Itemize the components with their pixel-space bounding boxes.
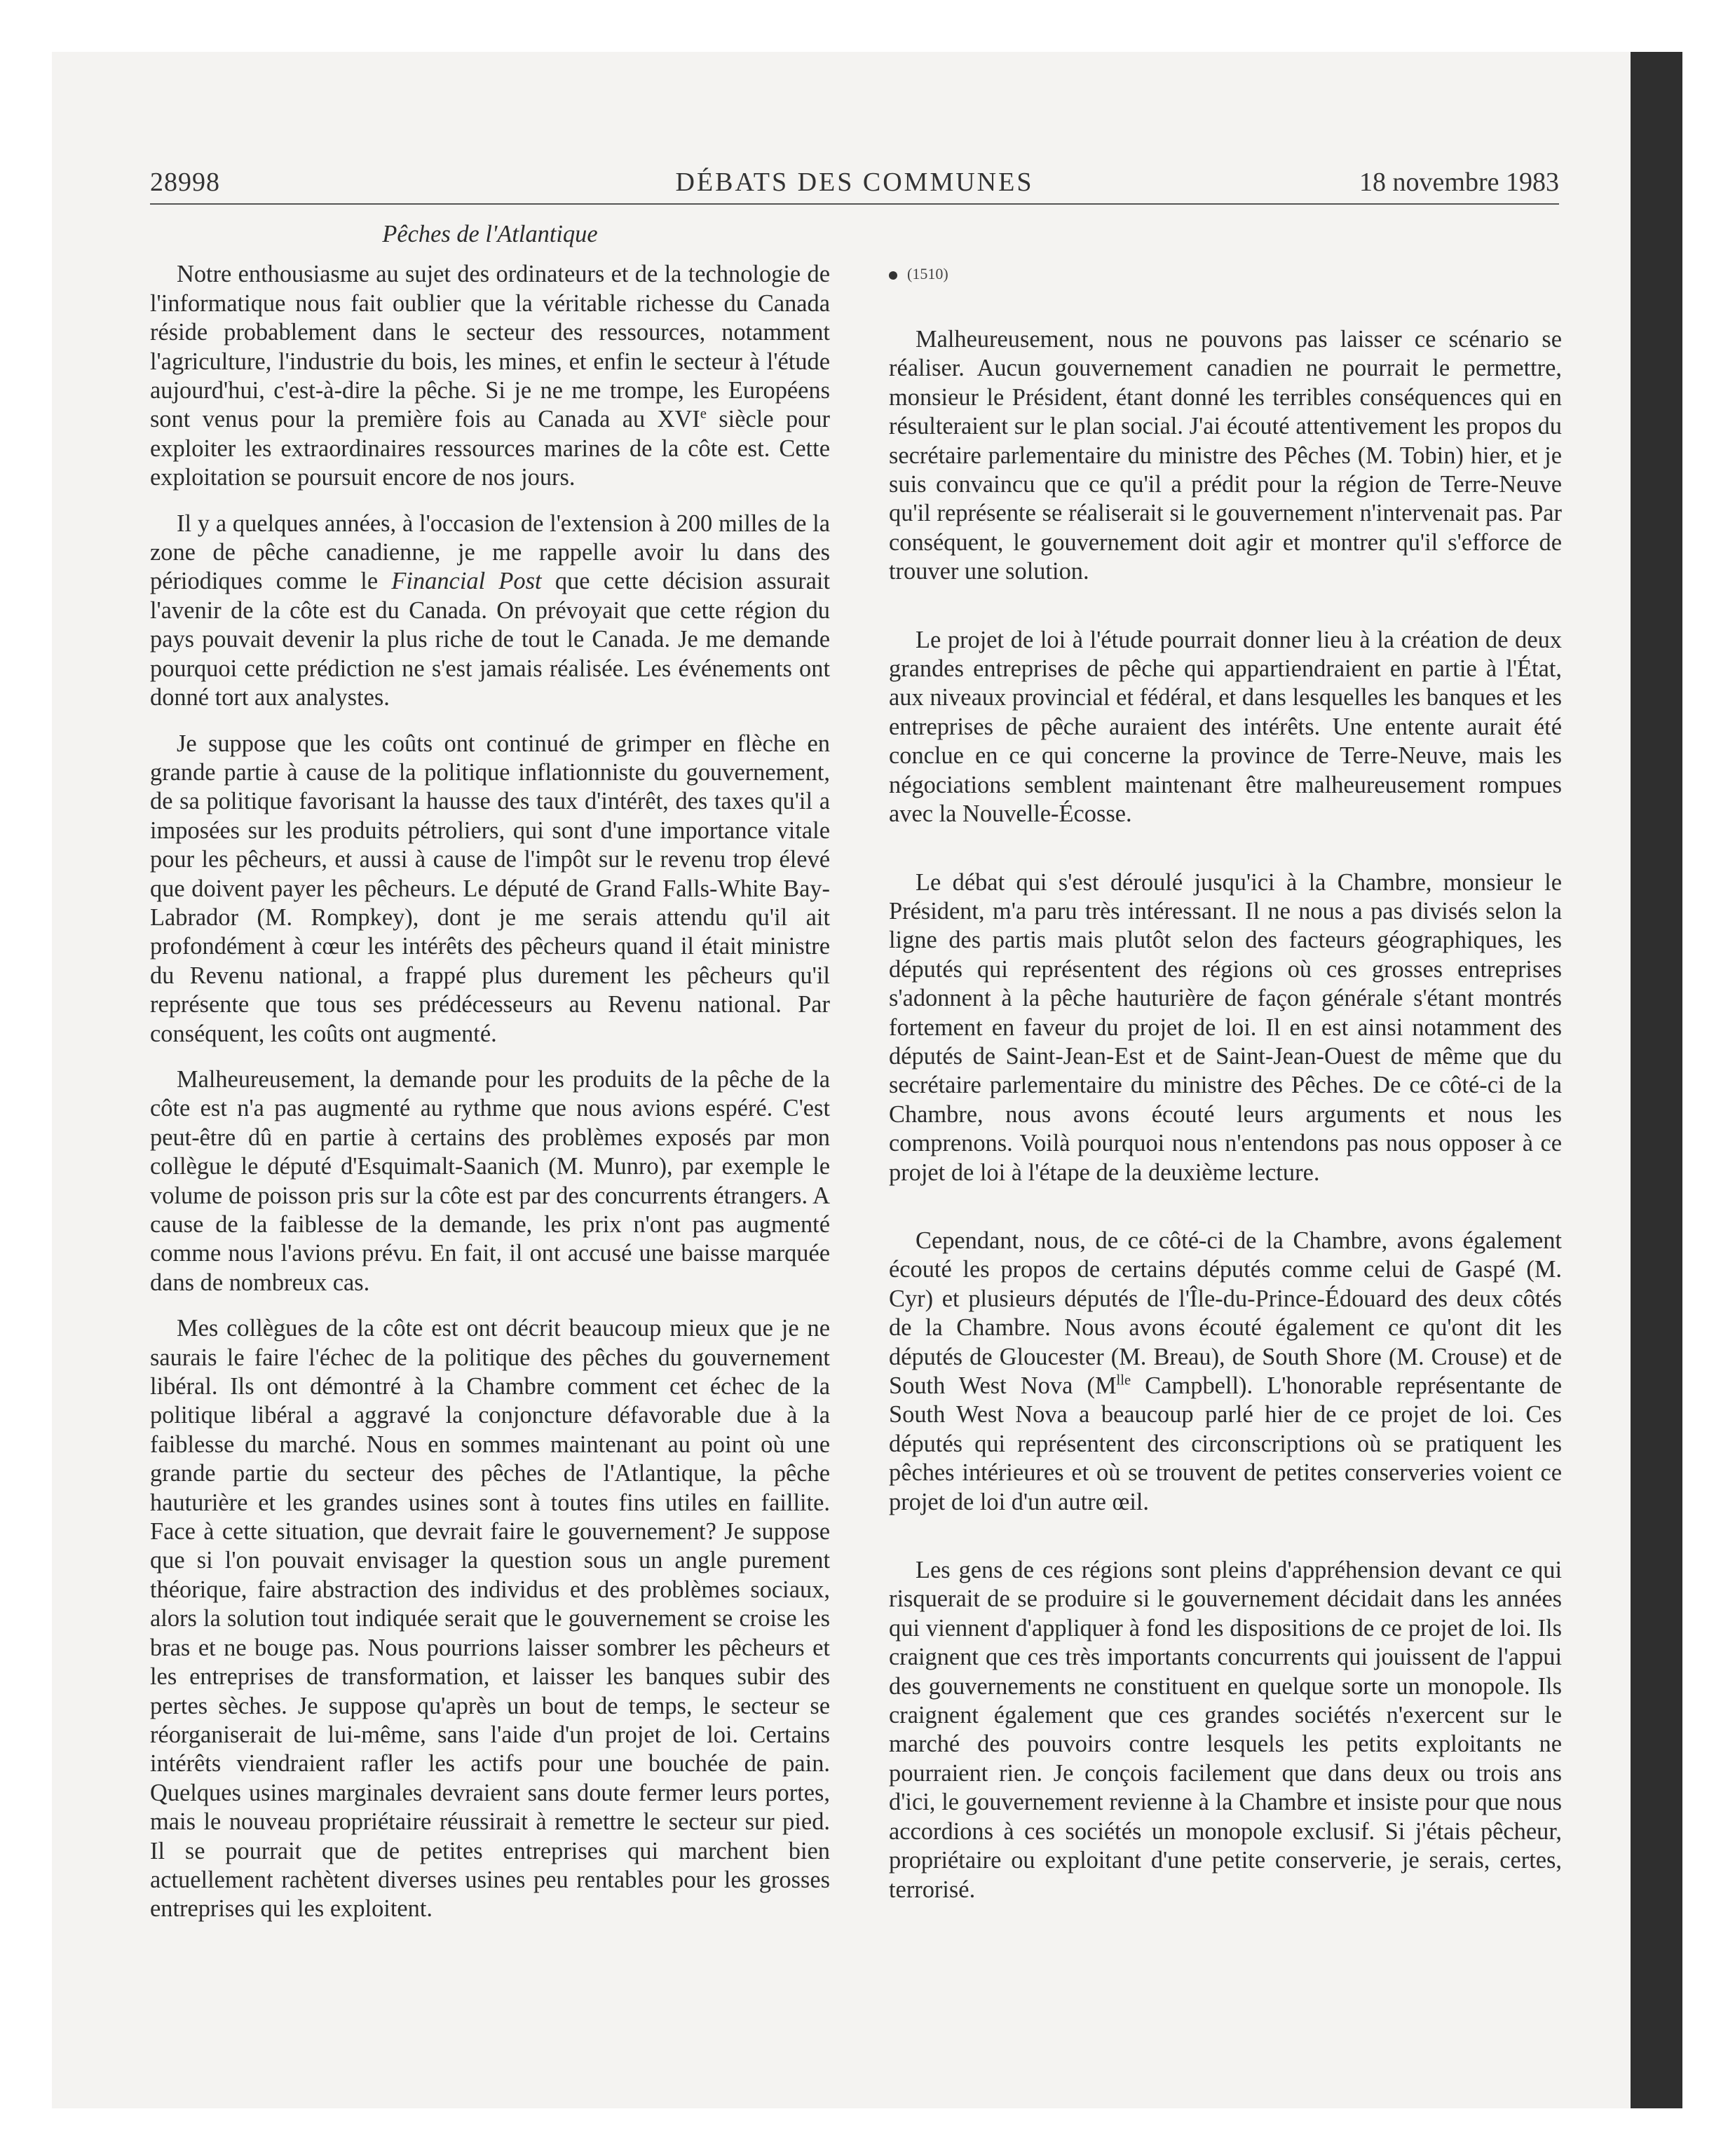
paragraph: Notre enthousiasme au sujet des ordinateurs et de la technologie de l'informatique nous fait oublier que la véritable richesse du Canada réside probablement dans le secteur des ressources, notamment l'agriculture, l'industrie du bois, les mines, et enfin le secteur à l'étude aujourd'hui, c'est-à-dire la pêche. Si je ne me trompe, les Européens sont venus pour la première fois au Canada au XVIe siècle pour exploiter les extraordinaires ressources marines de la côte est. Cette exploitation se poursuit encore de nos jours. — [150, 261, 830, 491]
paragraph: Je suppose que les coûts ont continué de grimper en flèche en grande partie à cause de la politique inflationniste du gouvernement, de sa politique favorisant la hausse des taux d'intérêt, des taxes qu'il a imposées sur les produits pétroliers, qui sont d'une importance vitale pour les pêcheurs, et aussi à cause de l'impôt sur le revenu trop élevé que doivent payer les pêcheurs. Le député de Grand Falls-White Bay-Labrador (M. Rompkey), dont je me serais attendu qu'il ait profondément à cœur les intérêts des pêcheurs quand il était ministre du Revenu national, a frappé plus durement les pêcheurs qu'il représente que tous ses prédécesseurs au Revenu national. Par conséquent, les coûts ont augmenté. — [150, 730, 830, 1047]
left-column — [150, 220, 830, 1941]
page-header — [150, 165, 1559, 199]
right-column — [889, 264, 1562, 1944]
paragraph: Il y a quelques années, à l'occasion de l'extension à 200 milles de la zone de pêche canadienne, je me rappelle avoir lu dans des périodiques comme le Financial Post que cette décision assurait l'avenir de la côte est du Canada. On prévoyait que cette région du pays pouvait devenir la plus riche de tout le Canada. Je me demande pourquoi cette prédiction ne s'est jamais réalisée. Les événements ont donné tort aux analystes. — [150, 510, 830, 711]
scan-edge-bar — [1631, 52, 1682, 2108]
paragraph: Mes collègues de la côte est ont décrit beaucoup mieux que je ne saurais le faire l'échec de la politique des pêches du gouvernement libéral. Ils ont démontré à la Chambre comment cet échec de la politique libéral a aggravé la conjoncture défavorable due à la faiblesse du marché. Nous en sommes maintenant au point où une grande partie du secteur des pêches de l'Atlantique, la pêche hauturière et les grandes usines sont à toutes fins utiles en faillite. Face à cette situation, que devrait faire le gouvernement? Je suppose que si l'on pouvait envisager la question sous un angle purement théorique, faire abstraction des individus et des problèmes sociaux, alors la solution tout indiquée serait que le gouvernement se croise les bras et ne bouge pas. Nous pourrions laisser sombrer les pêcheurs et les entreprises de transformation, et laisser les banques subir des pertes sèches. Je suppose qu'après un bout de temps, le secteur se réorganiserait de lui-même, sans l'aide d'un projet de loi. Certains intérêts viendraient rafler les actifs pour une bouchée de pain. Quelques usines marginales devraient sans doute fermer leurs portes, mais le nouveau propriétaire réussirait à remettre le secteur sur pied. Il se pourrait que de petites entreprises qui marchent bien actuellement rachètent diverses usines peu rentables pour les grosses entreprises qui les exploitent. — [150, 1315, 830, 1923]
time-marker: (1510) — [889, 264, 948, 285]
header-rule — [150, 203, 1559, 205]
paragraph: Les gens de ces régions sont pleins d'appréhension devant ce qui risquerait de se produire si le gouvernement décidait dans les années qui viennent d'appliquer à fond les dispositions de ce projet de loi. Ils craignent que ces très importants concurrents qui jouissent de l'appui des gouvernements ne constituent en quelque sorte un monopole. Ils craignent également que ces grandes sociétés n'exercent sur le marché des pouvoirs contre lesquels les petits exploitants ne pourraient rien. Je conçois facilement que dans deux ou trois ans d'ici, le gouvernement revienne à la Chambre et insiste pour que nous accordions à ces sociétés un monopole exclusif. Si j'étais pêcheur, propriétaire ou exploitant d'une petite conserverie, je serais, certes, terrorisé. — [889, 1557, 1562, 1903]
section-title: Pêches de l'Atlantique — [382, 221, 598, 247]
paragraph: Le débat qui s'est déroulé jusqu'ici à la Chambre, monsieur le Président, m'a paru très intéressant. Il ne nous a pas divisés selon la ligne des partis mais plutôt selon des facteurs géographiques, les députés qui représentent des régions où ces grosses entreprises s'adonnent à la pêche hauturière de façon générale s'étant montrés fortement en faveur du projet de loi. Il en est ainsi notamment des députés de Saint-Jean-Est et de Saint-Jean-Ouest de même que du secrétaire parlementaire du ministre des Pêches. De ce côté-ci de la Chambre, nous avons écouté leurs arguments et nous les comprenons. Voilà pourquoi nous n'entendons pas nous opposer à ce projet de loi à l'étape de la deuxième lecture. — [889, 868, 1562, 1186]
paragraph: Le projet de loi à l'étude pourrait donner lieu à la création de deux grandes entreprises de pêche qui appartiendraient en partie à l'État, aux niveaux provincial et fédéral, et dans lesquelles les banques et les entreprises de pêche auraient des intérêts. Une entente aurait été conclue en ce qui concerne la province de Terre-Neuve, mais les négociations semblent maintenant être malheureusement rompues avec la Nouvelle-Écosse. — [889, 626, 1562, 828]
paragraph: Malheureusement, la demande pour les produits de la pêche de la côte est n'a pas augmenté au rythme que nous avions espéré. C'est peut-être dû en partie à certains des problèmes exposés par mon collègue le député d'Esquimalt-Saanich (M. Munro), par exemple le volume de poisson pris sur la côte est par des concurrents étrangers. A cause de la faiblesse de la demande, les prix n'ont pas augmenté comme nous l'avions prévu. En fait, il ont accusé une baisse marquée dans de nombreux cas. — [150, 1065, 830, 1296]
page-date: 18 novembre 1983 — [1359, 168, 1559, 197]
page-number: 28998 — [150, 168, 220, 197]
publication-title: DÉBATS DES COMMUNES — [675, 168, 1034, 197]
paragraph: Cependant, nous, de ce côté-ci de la Chambre, avons également écouté les propos de certains députés comme celui de Gaspé (M. Cyr) et plusieurs députés de l'Île-du-Prince-Édouard des deux côtés de la Chambre. Nous avons écouté également ce qu'ont dit les députés de Gloucester (M. Breau), de South Shore (M. Crouse) et de South West Nova ($M^{lle}$ Campbell). L'honorable représentante de South West Nova a beaucoup parlé hier de ce projet de loi. Ces députés qui représentent des circonscriptions où se pratiquent les pêches intérieures et où se trouvent de petites conserveries voient ce projet de loi d'un autre œil. — [889, 1227, 1562, 1515]
paragraph: Malheureusement, nous ne pouvons pas laisser ce scénario se réaliser. Aucun gouvernement canadien ne pourrait le permettre, monsieur le Président, étant donné les terribles conséquences qui en résulteraient sur le plan social. J'ai écouté attentivement les propos du secrétaire parlementaire du ministre des Pêches (M. Tobin) hier, et je suis convaincu que ce qu'il a prédit pour la région de Terre-Neuve qu'il représente se réaliserait si le gouvernement n'intervenait pas. Par conséquent, le gouvernement doit agir et montrer qu'il s'efforce de trouver une solution. — [889, 326, 1562, 585]
